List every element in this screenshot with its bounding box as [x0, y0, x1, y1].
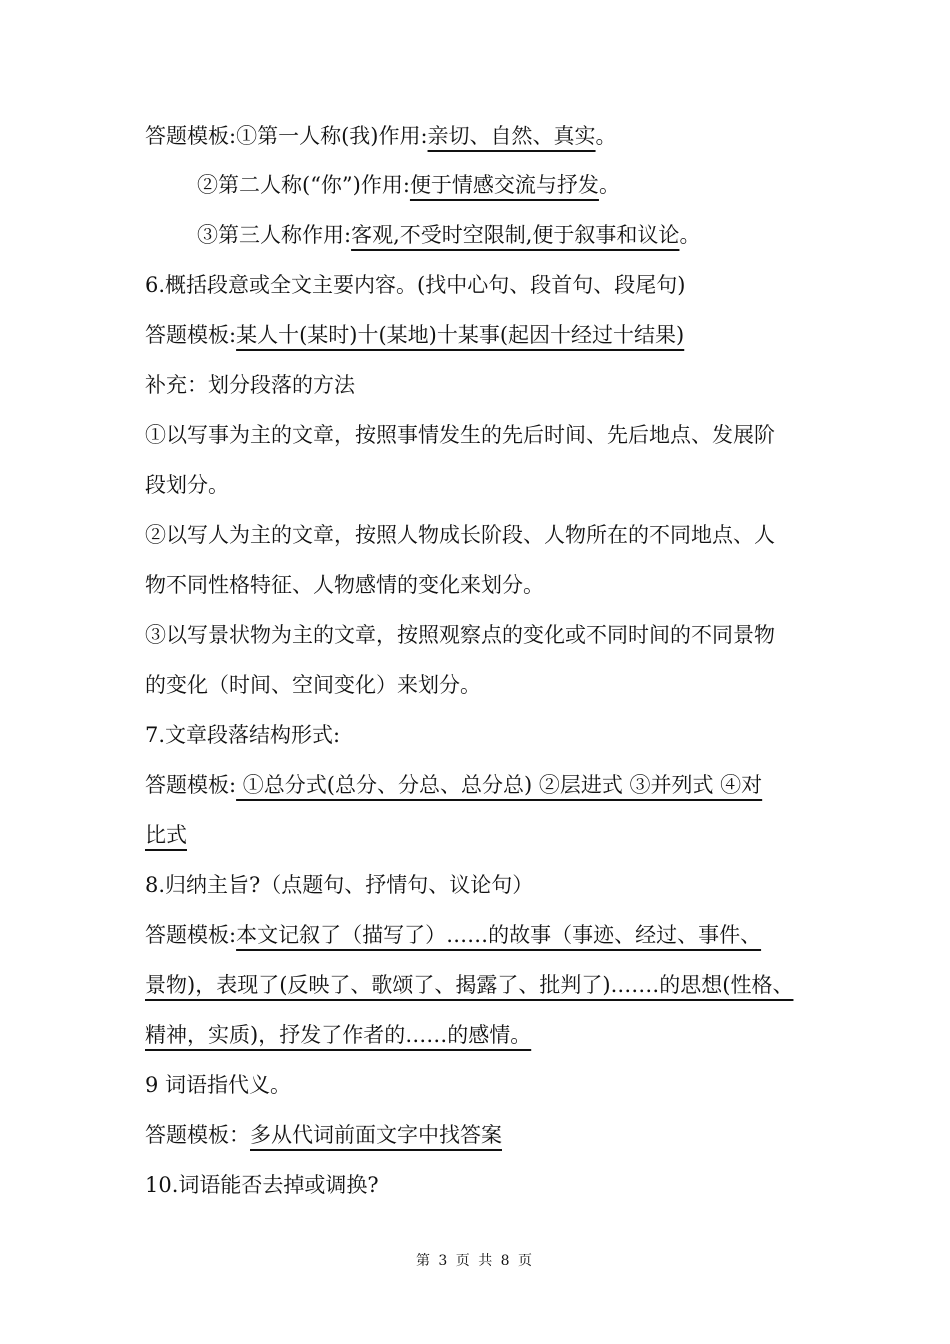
section-heading: [145, 1171, 815, 1199]
text-line: [145, 1121, 815, 1149]
text-line: [197, 221, 867, 249]
line-end: 。: [595, 124, 617, 148]
page-footer: 第 3 页 共 8 页: [415, 1253, 535, 1269]
text-line: [145, 471, 815, 499]
line-text: 物不同性格特征、人物感情的变化来划分。: [145, 573, 544, 597]
text-line: [145, 571, 815, 599]
heading-text: 8.归纳主旨?（点题句、抒情句、议论句）: [145, 873, 534, 897]
text-line: [145, 821, 815, 849]
line-text: ③第三人称作用:: [197, 223, 352, 247]
text-line: [145, 971, 815, 999]
line-text: 答题模板:: [145, 323, 237, 347]
line-text: 段划分。: [145, 473, 229, 497]
text-line: [145, 1021, 815, 1049]
answer-text: 客观,不受时空限制,便于叙事和议论: [351, 223, 680, 247]
answer-text: 便于情感交流与抒发: [409, 173, 599, 197]
line-text: ②以写人为主的文章，按照人物成长阶段、人物所在的不同地点、人: [145, 523, 775, 547]
text-line: [197, 171, 867, 199]
line-text: 答题模板:①第一人称(我)作用:: [145, 124, 428, 148]
line-text: ①以写事为主的文章，按照事情发生的先后时间、先后地点、发展阶: [145, 423, 775, 447]
heading-text: 9 词语指代义。: [145, 1073, 292, 1097]
line-text: 答题模板：: [145, 1123, 250, 1147]
line-text: 答题模板:: [145, 923, 237, 947]
line-end: 。: [598, 173, 620, 197]
text-line: [145, 521, 815, 549]
text-line: [145, 321, 815, 349]
answer-text: 比式: [145, 823, 187, 847]
section-heading: [145, 1071, 815, 1099]
line-text: 的变化（时间、空间变化）来划分。: [145, 673, 481, 697]
text-line: [145, 621, 815, 649]
answer-text: 景物)，表现了(反映了、歌颂了、揭露了、批判了).……的思想(性格、: [145, 973, 794, 997]
section-heading: [145, 871, 815, 899]
answer-text: 本文记叙了（描写了）……的故事（事迹、经过、事件、: [236, 923, 762, 947]
text-line: [145, 122, 815, 150]
heading-text: 7.文章段落结构形式:: [145, 723, 341, 747]
line-text: ③以写景状物为主的文章，按照观察点的变化或不同时间的不同景物: [145, 623, 775, 647]
heading-text: 10.词语能否去掉或调换?: [145, 1173, 379, 1197]
text-line: [145, 421, 815, 449]
text-line: [145, 771, 815, 799]
text-line: [145, 921, 815, 949]
answer-text: 某人十(某时)十(某地)十某事(起因十经过十结果): [236, 323, 685, 347]
text-line: [145, 371, 815, 399]
section-heading: [145, 721, 815, 749]
answer-text: 多从代词前面文字中找答案: [250, 1123, 502, 1147]
line-text: 答题模板:: [145, 773, 237, 797]
text-line: [145, 671, 815, 699]
line-end: 。: [679, 223, 701, 247]
section-heading: [145, 271, 815, 299]
answer-text: ①总分式(总分、分总、总分总) ②层进式 ③并列式 ④对: [236, 773, 763, 797]
heading-text: 6.概括段意或全文主要内容。(找中心句、段首句、段尾句): [145, 273, 686, 297]
line-text: 补充：划分段落的方法: [145, 373, 355, 397]
answer-text: 精神，实质)，抒发了作者的……的感情。: [145, 1023, 532, 1047]
answer-text: 亲切、自然、真实: [427, 124, 596, 148]
line-text: ②第二人称(“你”)作用:: [197, 173, 410, 197]
